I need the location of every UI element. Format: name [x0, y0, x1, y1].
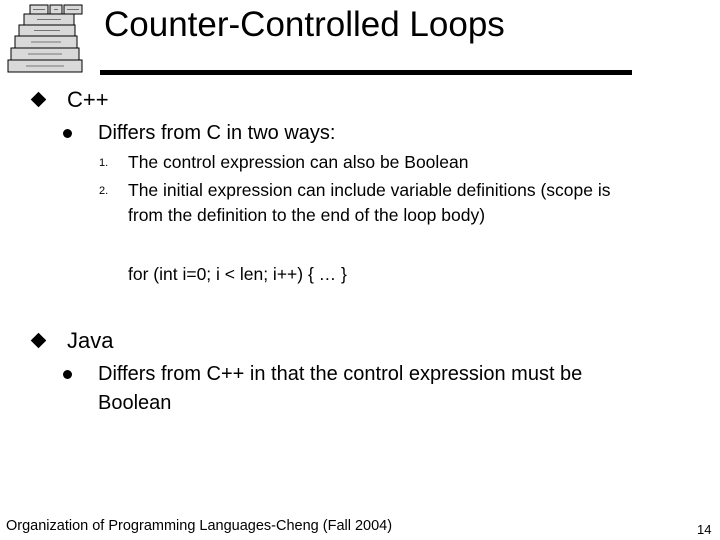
language-hierarchy-logo [4, 4, 108, 74]
bullet-cpp: C++ [67, 87, 109, 112]
sub-bullet-cpp-differs: Differs from C in two ways: [98, 122, 336, 144]
page-number: 14 [697, 522, 712, 537]
title-underline [100, 70, 632, 75]
list-number-1: 1. [99, 157, 109, 169]
diamond-bullet-icon [31, 333, 47, 349]
list-item-2-line-2: from the definition to the end of the loop body) [128, 205, 486, 225]
sub-bullet-java-line-1: Differs from C++ in that the control expression must be [98, 363, 583, 385]
round-bullet-icon [63, 370, 72, 379]
code-example: for (int i=0; i < len; i++) { … } [128, 264, 347, 284]
list-item-2-line-1: The initial expression can include variable definitions (scope is [128, 180, 611, 200]
list-item-1: The control expression can also be Boolean [128, 152, 469, 172]
sub-bullet-java-line-2: Boolean [98, 392, 172, 414]
bullet-java: Java [67, 328, 114, 353]
slide-footer: Organization of Programming Languages-Cheng (Fall 2004) [6, 518, 393, 534]
diamond-bullet-icon [31, 92, 47, 108]
round-bullet-icon [63, 129, 72, 138]
slide-title: Counter-Controlled Loops [104, 5, 505, 44]
list-number-2: 2. [99, 185, 109, 197]
